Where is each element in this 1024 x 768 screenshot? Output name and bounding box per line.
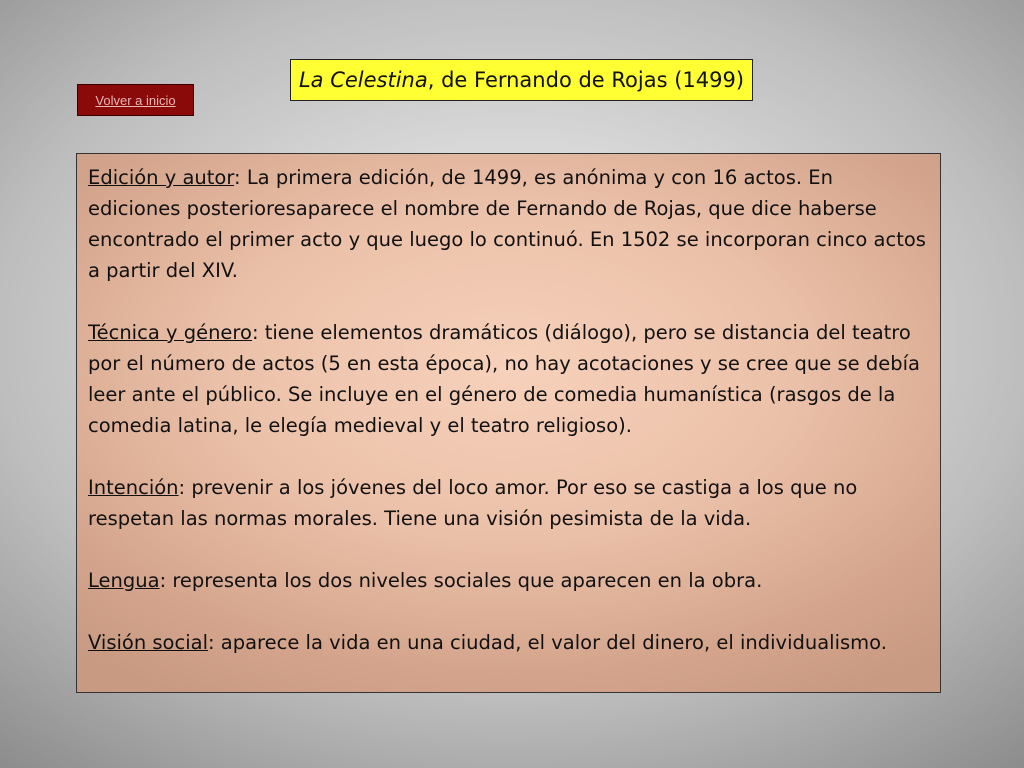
slide-title (290, 59, 753, 101)
section-label: Intención (88, 476, 179, 499)
section-edicion (88, 162, 930, 286)
content-panel (76, 153, 941, 693)
title-work-name: La Celestina (298, 68, 428, 92)
section-vision-social (88, 627, 930, 658)
section-label: Visión social (88, 631, 208, 654)
section-text: : aparece la vida en una ciudad, el valor del dinero, el individualismo. (208, 631, 887, 654)
section-intencion (88, 472, 930, 534)
section-lengua (88, 565, 930, 596)
section-label: Edición y autor (88, 166, 235, 189)
section-text: : representa los dos niveles sociales que aparecen en la obra. (159, 569, 763, 592)
section-text: : prevenir a los jóvenes del loco amor. Por eso se castiga a los que no respetan las normas morales. Tiene una visión pesimista de la vida. (88, 476, 858, 530)
section-tecnica (88, 317, 930, 441)
title-author: , de Fernando de Rojas (1499) (427, 68, 745, 92)
section-label: Lengua (88, 569, 160, 592)
section-text: : La primera edición, de 1499, es anónima y con 16 actos. En ediciones posterioresaparece el nombre de Fernando de Rojas, que dice haberse encontrado el primer acto y que luego lo continuó. En 1502 se incorporan cinco actos a partir del XIV. (88, 166, 926, 282)
back-to-home-button[interactable] (77, 84, 194, 116)
section-text: : tiene elementos dramáticos (diálogo), pero se distancia del teatro por el número de actos (5 en esta época), no hay acotaciones y se cree que se debía leer ante el público. Se incluye en el género de comedia humanística (rasgos de la comedia latina, le elegía medieval y el teatro religioso). (88, 321, 920, 437)
back-to-home-link[interactable]: Volver a inicio (95, 92, 176, 108)
section-label: Técnica y género (88, 321, 252, 344)
